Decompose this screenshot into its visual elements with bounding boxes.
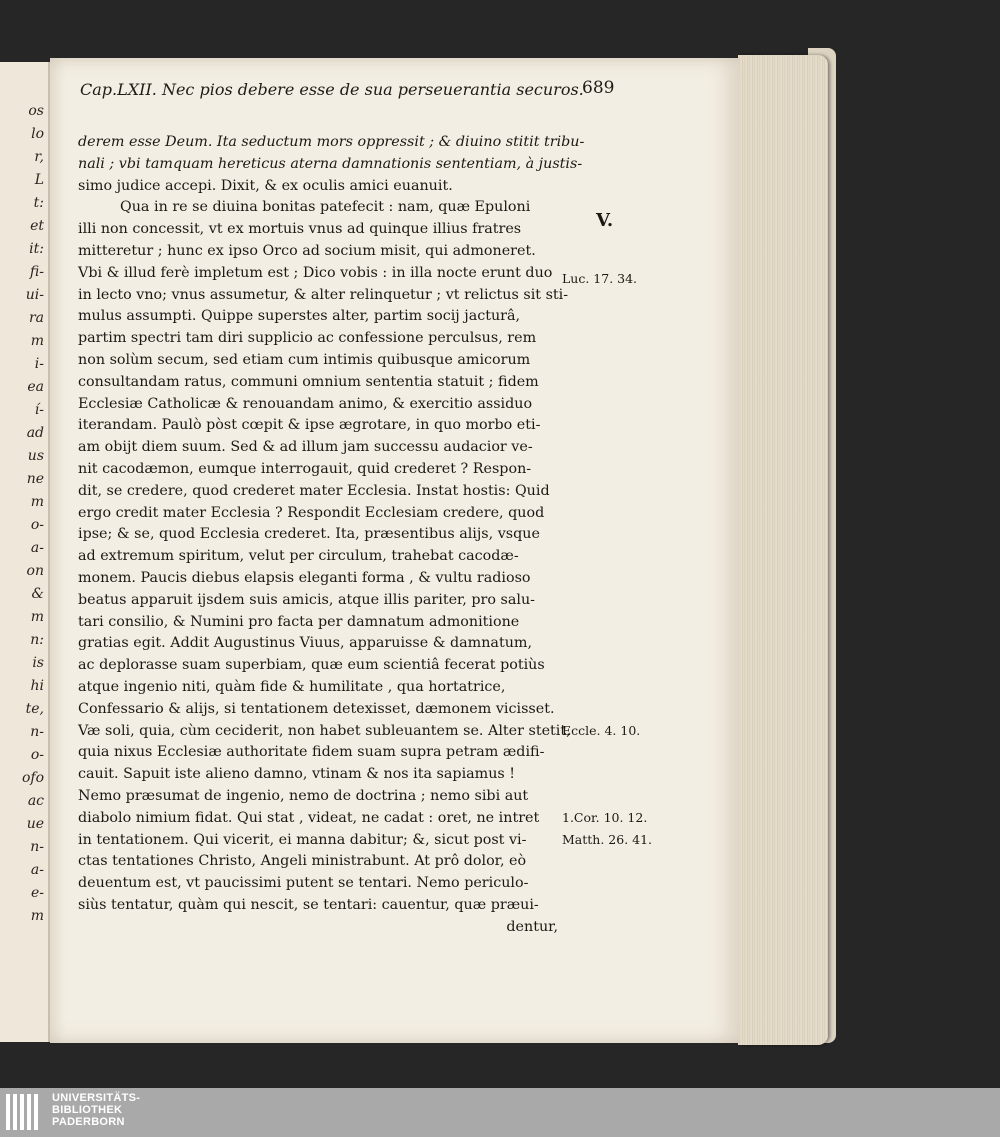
left-page-line-fragment: ra <box>28 310 44 326</box>
left-page-line-fragment: & <box>31 586 44 602</box>
left-page-line-fragment: et <box>30 218 44 234</box>
text-line: nali ; vbi tamquam hereticus aterna damnationis sententiam, à justis- <box>78 155 583 172</box>
library-name-line2: BIBLIOTHEK <box>52 1104 123 1116</box>
text-line: Nemo præsumat de ingenio, nemo de doctrina ; nemo sibi aut <box>78 787 529 804</box>
left-page-line-fragment: m <box>30 908 44 924</box>
left-page-line-fragment: lo <box>31 126 44 142</box>
page-stack-edge <box>738 55 828 1045</box>
text-line: mitteretur ; hunc ex ipso Orco ad socium misit, qui admoneret. <box>78 242 536 259</box>
left-page-line-fragment: it: <box>29 241 44 257</box>
left-page-line-fragment: fi- <box>29 264 44 280</box>
margin-reference-eccle: Eccle. 4. 10. <box>562 723 641 738</box>
left-page-line-fragment: í- <box>34 402 44 418</box>
left-page-line-fragment: m <box>30 494 44 510</box>
text-line: iterandam. Paulò pòst cœpit & ipse ægrotare, in quo morbo eti- <box>78 417 541 434</box>
running-title: Cap.LXII. Nec pios debere esse de sua perseuerantia securos. <box>80 80 584 99</box>
library-footer <box>0 1088 1000 1137</box>
text-line: dentur, <box>506 918 558 935</box>
text-line: illi non concessit, vt ex mortuis vnus ad quinque illius fratres <box>78 221 522 238</box>
text-line: mulus assumpti. Quippe superstes alter, partim socij jacturâ, <box>78 308 521 325</box>
margin-reference-matth: Matth. 26. 41. <box>562 832 653 847</box>
text-line: tari consilio, & Numini pro facta per damnatum admonitione <box>78 613 520 630</box>
text-line: consultandam ratus, communi omnium sententia statuit ; fidem <box>78 373 539 390</box>
text-line: Ecclesiæ Catholicæ & renouandam animo, & exercitio assiduo <box>78 395 533 412</box>
text-line: in lecto vno; vnus assumetur, & alter relinquetur ; vt relictus sit sti- <box>78 286 569 303</box>
text-line: Qua in re se diuina bonitas patefecit : nam, quæ Epuloni <box>120 199 531 216</box>
text-line: gratias egit. Addit Augustinus Viuus, apparuisse & damnatum, <box>78 635 533 652</box>
text-line: atque ingenio niti, quàm fide & humilitate , qua hortatrice, <box>78 678 506 695</box>
left-page-line-fragment: o- <box>30 747 44 763</box>
text-line: simo judice accepi. Dixit, & ex oculis amici euanuit. <box>78 177 453 194</box>
library-name-line1: UNIVERSITÄTS- <box>52 1092 141 1104</box>
text-line: deuentum est, vt paucissimi putent se tentari. Nemo periculo- <box>78 875 529 892</box>
text-line: dit, se credere, quod crederet mater Ecclesia. Instat hostis: Quid <box>78 482 550 499</box>
text-line: ctas tentationes Christo, Angeli ministrabunt. At prô dolor, eò <box>78 853 527 870</box>
library-logo-icon <box>6 1094 46 1130</box>
text-line: beatus apparuit ijsdem suis amicis, atque illis pariter, pro salu- <box>78 591 535 608</box>
margin-reference-luc: Luc. 17. 34. <box>562 271 638 286</box>
text-line: siùs tentatur, quàm qui nescit, se tentari: cauentur, quæ præui- <box>78 896 539 913</box>
text-line: Confessario & alijs, si tentationem detexisset, dæmonem vicisset. <box>78 700 555 717</box>
left-page-line-fragment: e- <box>30 885 44 901</box>
text-line: ipse; & se, quod Ecclesia crederet. Ita, præsentibus alijs, vsque <box>78 526 540 543</box>
text-line: non solùm secum, sed etiam cum intimis quibusque amicorum <box>78 351 531 368</box>
text-line: monem. Paucis diebus elapsis eleganti forma , & vultu radioso <box>78 569 531 586</box>
left-page-line-fragment: o- <box>30 517 44 533</box>
text-line: ergo credit mater Ecclesia ? Respondit Ecclesiam credere, quod <box>78 504 545 521</box>
section-marker: V. <box>596 210 614 231</box>
text-line: diabolo nimium fidat. Qui stat , videat, ne cadat : oret, ne intret <box>78 809 540 826</box>
left-page-line-fragment: ui- <box>25 287 44 303</box>
left-page-line-fragment: m <box>30 333 44 349</box>
left-page-line-fragment: on <box>26 563 44 579</box>
margin-reference-cor: 1.Cor. 10. 12. <box>562 810 648 825</box>
left-page-line-fragment: n- <box>30 724 44 740</box>
text-line: ad extremum spiritum, velut per circulum, trahebat cacodæ- <box>78 548 519 565</box>
left-page-line-fragment: ue <box>26 816 44 832</box>
left-page-line-fragment: ac <box>27 793 44 809</box>
text-line: ac deplorasse suam superbiam, quæ eum scientiâ fecerat potiùs <box>78 657 545 674</box>
text-line: derem esse Deum. Ita seductum mors oppressit ; & diuino stitit tribu- <box>78 134 585 150</box>
left-page-line-fragment: L <box>34 172 44 188</box>
left-page-line-fragment: t: <box>33 195 44 211</box>
body-text <box>78 132 585 938</box>
left-page-line-fragment: ad <box>26 425 44 441</box>
left-page-line-fragment: a- <box>30 540 44 556</box>
text-line: cauit. Sapuit iste alieno damno, vtinam & nos ita sapiamus ! <box>78 766 516 783</box>
left-page-fragment <box>0 62 50 1042</box>
left-page-line-fragment: ne <box>26 471 44 487</box>
library-name-line3: PADERBORN <box>52 1116 125 1128</box>
text-line: in tentationem. Qui vicerit, ei manna dabitur; &, sicut post vi- <box>78 831 527 848</box>
left-page-line-fragment: n- <box>30 839 44 855</box>
text-line: nit cacodæmon, eumque interrogauit, quid crederet ? Respon- <box>78 460 532 477</box>
left-page-line-fragment: n: <box>30 632 44 648</box>
left-page-line-fragment: r, <box>34 149 44 165</box>
left-page-line-fragment: os <box>28 103 44 119</box>
left-page-line-fragment: m <box>30 609 44 625</box>
left-page-line-fragment: is <box>32 655 44 671</box>
text-line: Vbi & illud ferè impletum est ; Dico vobis : in illa nocte erunt duo <box>78 264 553 281</box>
left-page-line-fragment: te, <box>25 701 44 717</box>
text-line: quia nixus Ecclesiæ authoritate fidem suam supra petram ædifi- <box>78 744 545 761</box>
left-page-line-fragment: ofo <box>21 770 44 786</box>
text-line: partim spectri tam diri supplicio ac confessione perculsus, rem <box>78 330 537 347</box>
left-page-line-fragment: i- <box>34 356 44 372</box>
book-page <box>50 58 740 1043</box>
left-page-line-fragment: a- <box>30 862 44 878</box>
left-page-line-fragment: ea <box>27 379 44 395</box>
page-number: 689 <box>582 78 615 98</box>
left-page-line-fragment: us <box>27 448 44 464</box>
left-page-line-fragment: hi <box>30 678 44 694</box>
library-name <box>52 1092 140 1128</box>
text-line: am obijt diem suum. Sed & ad illum jam successu audacior ve- <box>78 439 533 456</box>
text-line: Væ soli, quia, cùm ceciderit, non habet subleuantem se. Alter stetit, <box>78 722 571 739</box>
